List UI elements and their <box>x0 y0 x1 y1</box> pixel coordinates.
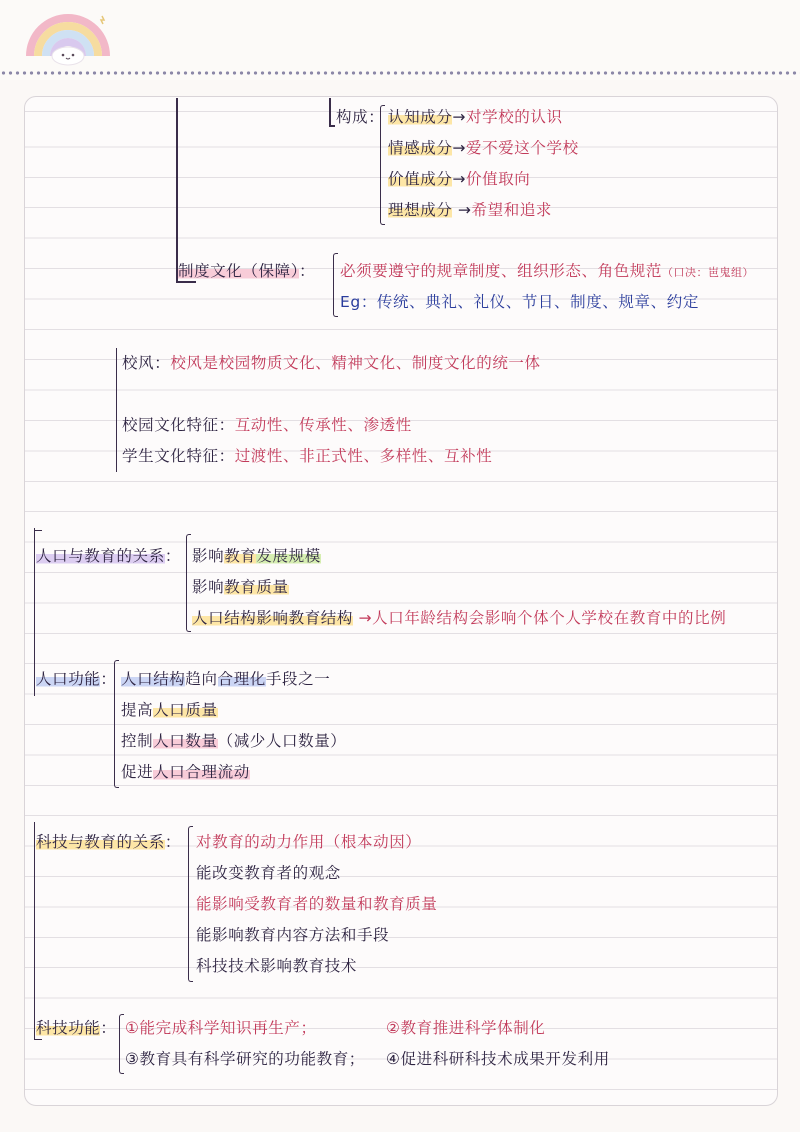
pop-function-item-2: 提高人口质量 <box>121 701 218 719</box>
notebook-sheet <box>24 96 778 1106</box>
tech-function-item-2: ②教育推进科学体制化 <box>386 1019 546 1037</box>
tech-item-5: 科技技术影响教育技术 <box>196 957 358 975</box>
school-branch-line <box>116 348 117 472</box>
composition-label: 构成： <box>336 108 385 126</box>
population-branch-line <box>34 528 35 696</box>
pop-function-item-3: 控制人口数量（减少人口数量） <box>121 732 347 750</box>
population-bracket <box>186 534 191 632</box>
composition-connector <box>329 125 335 127</box>
pop-function-item-1: 人口结构趋向合理化手段之一 <box>121 670 331 688</box>
main-branch-line <box>176 98 178 282</box>
student-row: 学生文化特征：过渡性、非正式性、多样性、互补性 <box>122 447 493 465</box>
tech-item-1: 对教育的动力作用（根本动因） <box>196 833 422 851</box>
institution-bracket <box>333 253 338 317</box>
composition-item-4: 理想成分 →希望和追求 <box>388 201 553 219</box>
tech-bracket <box>188 826 193 982</box>
pop-function-item-4: 促进人口合理流动 <box>121 763 250 781</box>
dotted-divider <box>0 70 800 76</box>
tech-function-item-3: ③教育具有科学研究的功能教育； <box>125 1050 365 1068</box>
population-connector <box>34 530 42 531</box>
institution-line-1: 必须要遵守的规章制度、组织形态、角色规范（口决：岜鬼组） <box>340 262 755 280</box>
tech-item-2: 能改变教育者的观念 <box>196 864 341 882</box>
institution-line-2: Eg：传统、典礼、礼仪、节日、制度、规章、约定 <box>340 293 699 311</box>
tech-item-3: 能影响受教育者的数量和教育质量 <box>196 895 438 913</box>
tech-branch-line <box>34 822 35 1040</box>
composition-branch-line <box>329 98 331 126</box>
composition-item-3: 价值成分→价值取向 <box>388 170 531 188</box>
branch-connector <box>176 281 196 283</box>
campus-row: 校园文化特征：互动性、传承性、渗透性 <box>122 416 412 434</box>
tech-function-item-1: ①能完成科学知识再生产； <box>125 1019 317 1037</box>
tech-item-4: 能影响教育内容方法和手段 <box>196 926 390 944</box>
header-bar <box>0 0 800 80</box>
tech-function-bracket <box>119 1014 124 1074</box>
ethos-row: 校风：校风是校园物质文化、精神文化、制度文化的统一体 <box>122 354 541 372</box>
tech-function-item-4: ④促进科研科技术成果开发利用 <box>386 1050 610 1068</box>
composition-item-1: 认知成分→对学校的认识 <box>388 108 563 126</box>
population-item-3: 人口结构影响教育结构 →人口年龄结构会影响个体个人学校在教育中的比例 <box>192 609 727 627</box>
population-label: 人口与教育的关系： <box>36 547 181 565</box>
tech-connector <box>34 1039 42 1040</box>
population-item-1: 影响教育发展规模 <box>192 547 321 565</box>
institution-label: 制度文化（保障）： <box>178 262 316 280</box>
rainbow-cloud-icon <box>22 10 114 66</box>
pop-function-label: 人口功能： <box>36 670 117 688</box>
population-item-2: 影响教育质量 <box>192 578 289 596</box>
composition-item-2: 情感成分→爱不爱这个学校 <box>388 139 579 157</box>
tech-label: 科技与教育的关系： <box>36 833 181 851</box>
tech-function-label: 科技功能： <box>36 1019 117 1037</box>
